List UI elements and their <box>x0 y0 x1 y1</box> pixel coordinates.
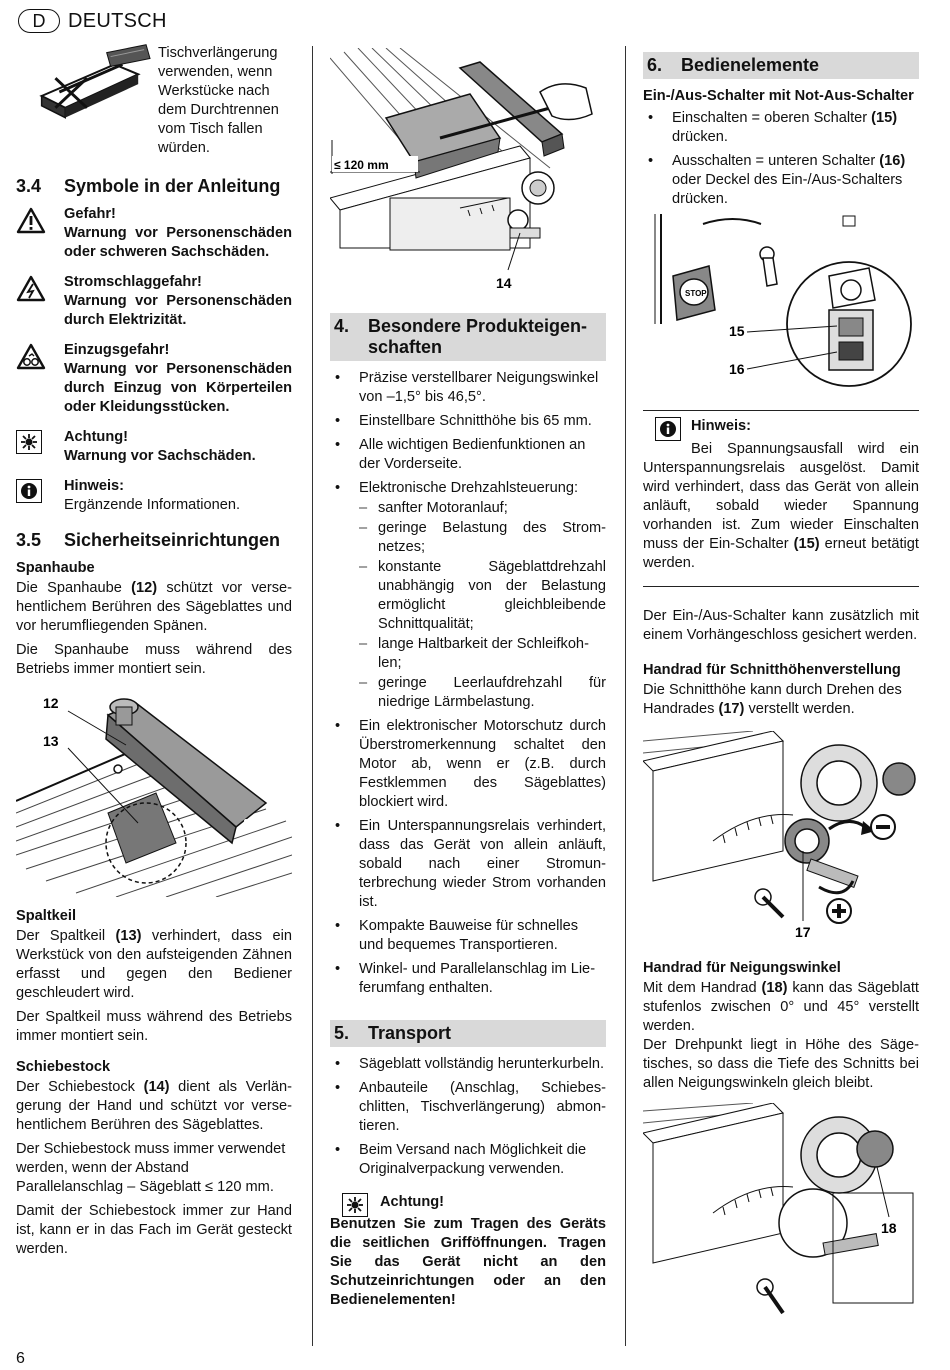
symbol-text: Warnung vor Personenschäden oder schweren Sachschäden. <box>64 225 292 260</box>
callout-label-16: 16 <box>729 361 745 377</box>
padlock-text: Der Ein-/Aus-Schalter kann zusätzlich mit einem Vorhängeschloss gesichert werden. <box>643 608 919 643</box>
callout-label-12: 12 <box>43 695 59 711</box>
section-number: 3.5 <box>16 530 42 550</box>
list-item: • Anbauteile (Anschlag, Schiebeschlitten, Tischverlängerung) abmontieren. <box>330 1079 606 1136</box>
section-title: Besondere Produkteigenschaften <box>368 316 588 357</box>
column-middle <box>330 44 606 1315</box>
column-divider <box>625 46 626 1346</box>
push-stick-illustration <box>330 48 606 293</box>
list-item: • Winkel- und Parallelanschlag im Lieferumfang enthalten. <box>330 960 606 998</box>
symbol-title: Hinweis: <box>64 478 125 494</box>
blade-guard-illustration <box>16 693 292 897</box>
section-5-heading <box>330 1020 606 1047</box>
height-handwheel-heading: Handrad für Schnitthöhenverstellung <box>643 662 901 678</box>
section-number: 4. <box>334 316 350 336</box>
section-title: Symbole in der Anleitung <box>64 176 281 196</box>
section-3-4-heading <box>16 175 292 197</box>
symbol-entanglement <box>16 341 292 417</box>
list-item-title: Elektronische Drehzahlsteuerung: <box>359 480 579 496</box>
transport-warning <box>330 1193 606 1217</box>
spaltkeil-note: Der Spaltkeil muss während des Betriebs immer montiert sein. <box>16 1009 292 1044</box>
sub-list-item: – sanfter Motoranlauf; <box>359 499 606 518</box>
height-handwheel-illustration <box>643 731 919 945</box>
warning-title: Achtung! <box>380 1194 445 1210</box>
list-item <box>330 479 606 712</box>
schiebestock-storage: Damit der Schiebestock immer zur Hand ist, kann er in das Fach im Gerät gesteckt werden. <box>16 1203 292 1257</box>
list-item: • Beim Versand nach Möglichkeit die Originalverpackung verwenden. <box>330 1141 606 1179</box>
column-left <box>16 44 292 1264</box>
table-extension-illustration <box>16 44 154 144</box>
info-icon <box>16 479 42 503</box>
column-right <box>643 44 919 1317</box>
warning-triangle-icon <box>16 207 46 234</box>
spaltkeil-text: Der Spaltkeil (13) verhindert, dass ein Werkstück von den aufsteigenden Zähnen erfasst und gegen den Bediener geschleudert wird. <box>16 928 292 1001</box>
column-divider <box>312 46 313 1346</box>
symbol-text: Warnung vor Sachschäden. <box>64 448 256 464</box>
sub-list-item: – konstante Sägeblattdrehzahl unabhängig von der Belastung ermöglicht gleichbleibende Schnittqualität; <box>359 558 606 634</box>
symbol-text: Ergänzende Informationen. <box>64 497 241 513</box>
sub-list-item: – geringe Belastung des Stromnetzes; <box>359 519 606 557</box>
list-item: • Ein elektronischer Motorschutz durch Überstromerkennung schaltet den Motor ab, wenn er (z.B. durch Festklemmen des Sägeblattes) blockiert wird. <box>330 717 606 812</box>
tilt-handwheel-heading: Handrad für Neigungswinkel <box>643 960 841 976</box>
stop-button-label: STOP <box>685 289 707 298</box>
list-item: • Sägeblatt vollständig herunterkurbeln. <box>330 1055 606 1074</box>
list-item: • Einschalten = oberen Schalter (15) drücken. <box>643 109 919 147</box>
note-title: Hinweis: <box>691 418 752 434</box>
tilt-handwheel-text: Mit dem Handrad (18) kann das Sägeblatt stufenlos zwischen 0° und 45° verstellt werden. <box>643 980 919 1034</box>
tilt-pivot-text: Der Drehpunkt liegt in Höhe des Sägetisches, so dass die Tiefe des Schnitts bei allen Neigungswinkeln gleich bleibt. <box>643 1037 919 1091</box>
symbol-attention <box>16 428 292 466</box>
symbol-info <box>16 477 292 515</box>
sub-list <box>359 499 606 712</box>
section-number: 3.4 <box>16 176 42 196</box>
list-item: • Präzise verstellbarer Neigungswinkel von –1,5° bis 46,5°. <box>330 369 606 407</box>
section-number: 5. <box>334 1023 350 1043</box>
symbol-danger <box>16 205 292 262</box>
spaltkeil-heading: Spaltkeil <box>16 908 77 924</box>
callout-label-14: 14 <box>496 275 512 291</box>
transport-list <box>330 1055 606 1179</box>
section-title: Sicherheitseinrichtungen <box>64 530 281 550</box>
symbol-title: Gefahr! <box>64 206 116 222</box>
table-extension-block <box>16 44 292 163</box>
intro-text: Tischverlängerung verwenden, wenn Werkstücke nach dem Durchtrennen vom Tisch fallen würden. <box>157 45 279 156</box>
list-item: • Kompakte Bauweise für schnelles und bequemes Transportieren. <box>330 917 606 955</box>
schiebestock-text: Der Schiebestock (14) dient als Verlängerung der Hand und schützt vor versehentlichem Berühren des Sägeblattes. <box>16 1079 292 1133</box>
section-title: Transport <box>368 1023 452 1043</box>
sub-list-item: – lange Haltbarkeit der Schleifkohlen; <box>359 635 606 673</box>
electric-shock-icon <box>16 275 46 302</box>
spanhaube-note: Die Spanhaube muss während des Betriebs immer montiert sein. <box>16 642 292 677</box>
undervoltage-note <box>643 410 919 587</box>
symbol-text: Warnung vor Personenschäden durch Elektrizität. <box>64 293 292 328</box>
sub-list-item: – geringe Leerlaufdrehzahl für niedrige Lärmbelastung. <box>359 674 606 712</box>
note-text: Bei Spannungsausfall wird ein Unterspannungsrelais ausgelöst. Damit wird verhindert, dass das Gerät von allein anläuft, sobald wieder Spannung vorhanden ist. Zum wieder Einschalten muss der Ein-Schalter (15) erneut betätigt werden. <box>643 441 919 571</box>
switch-heading: Ein-/Aus-Schalter mit Not-Aus-Schalter <box>643 88 914 104</box>
callout-label-18: 18 <box>881 1220 897 1236</box>
info-icon <box>655 417 681 441</box>
list-item: • Einstellbare Schnitthöhe bis 65 mm. <box>330 412 606 431</box>
spanhaube-text: Die Spanhaube (12) schützt vor versehentlichem Berühren des Sägeblattes und vor herumfliegenden Spänen. <box>16 580 293 634</box>
warning-text: Benutzen Sie zum Tragen des Geräts die seitlichen Grifföffnungen. Tragen Sie das Gerät nicht an den Schutzeinrichtungen oder an den Bedienelementen! <box>330 1216 606 1308</box>
list-item: • Ein Unterspannungsrelais verhindert, dass das Gerät von allein anläuft, sobald nach einer Stromunterbrechung wieder Strom vorhanden ist. <box>330 817 606 912</box>
page-number: 6 <box>16 1350 25 1367</box>
height-handwheel-text: Die Schnitthöhe kann durch Drehen des Handrades (17) verstellt werden. <box>643 682 902 717</box>
symbol-title: Einzugsgefahr! <box>64 342 170 358</box>
dimension-label-120mm: ≤ 120 mm <box>334 158 389 172</box>
entanglement-hazard-icon <box>16 343 46 370</box>
section-6-heading <box>643 52 919 79</box>
schiebestock-note: Der Schiebestock muss immer verwendet werden, wenn der Abstand Parallelanschlag – Sägeblatt ≤ 120 mm. <box>16 1141 286 1195</box>
feature-list <box>330 369 606 998</box>
list-item: • Alle wichtigen Bedienfunktionen an der Vorderseite. <box>330 436 606 474</box>
callout-label-13: 13 <box>43 733 59 749</box>
callout-label-17: 17 <box>795 924 811 940</box>
tilt-handwheel-illustration <box>643 1103 919 1317</box>
symbol-text: Warnung vor Personenschäden durch Einzug von Körperteilen oder Kleidungsstücken. <box>64 361 292 415</box>
switch-list <box>643 109 919 209</box>
section-title: Bedienelemente <box>681 55 820 75</box>
language-header <box>18 8 167 34</box>
on-off-switch-illustration <box>643 214 919 404</box>
list-item: • Ausschalten = unteren Schalter (16) oder Deckel des Ein-/Aus-Schalters drücken. <box>643 152 919 209</box>
symbol-title: Stromschlaggefahr! <box>64 274 202 290</box>
section-4-heading <box>330 313 606 361</box>
symbol-electric-shock <box>16 273 292 330</box>
symbol-title: Achtung! <box>64 429 129 445</box>
language-name: DEUTSCH <box>68 9 167 32</box>
attention-icon <box>16 430 42 454</box>
schiebestock-heading: Schiebestock <box>16 1059 111 1075</box>
attention-icon <box>342 1193 368 1217</box>
section-3-5-heading <box>16 529 292 551</box>
spanhaube-heading: Spanhaube <box>16 560 95 576</box>
section-number: 6. <box>647 55 663 75</box>
language-code-badge: D <box>18 9 60 33</box>
callout-label-15: 15 <box>729 323 745 339</box>
